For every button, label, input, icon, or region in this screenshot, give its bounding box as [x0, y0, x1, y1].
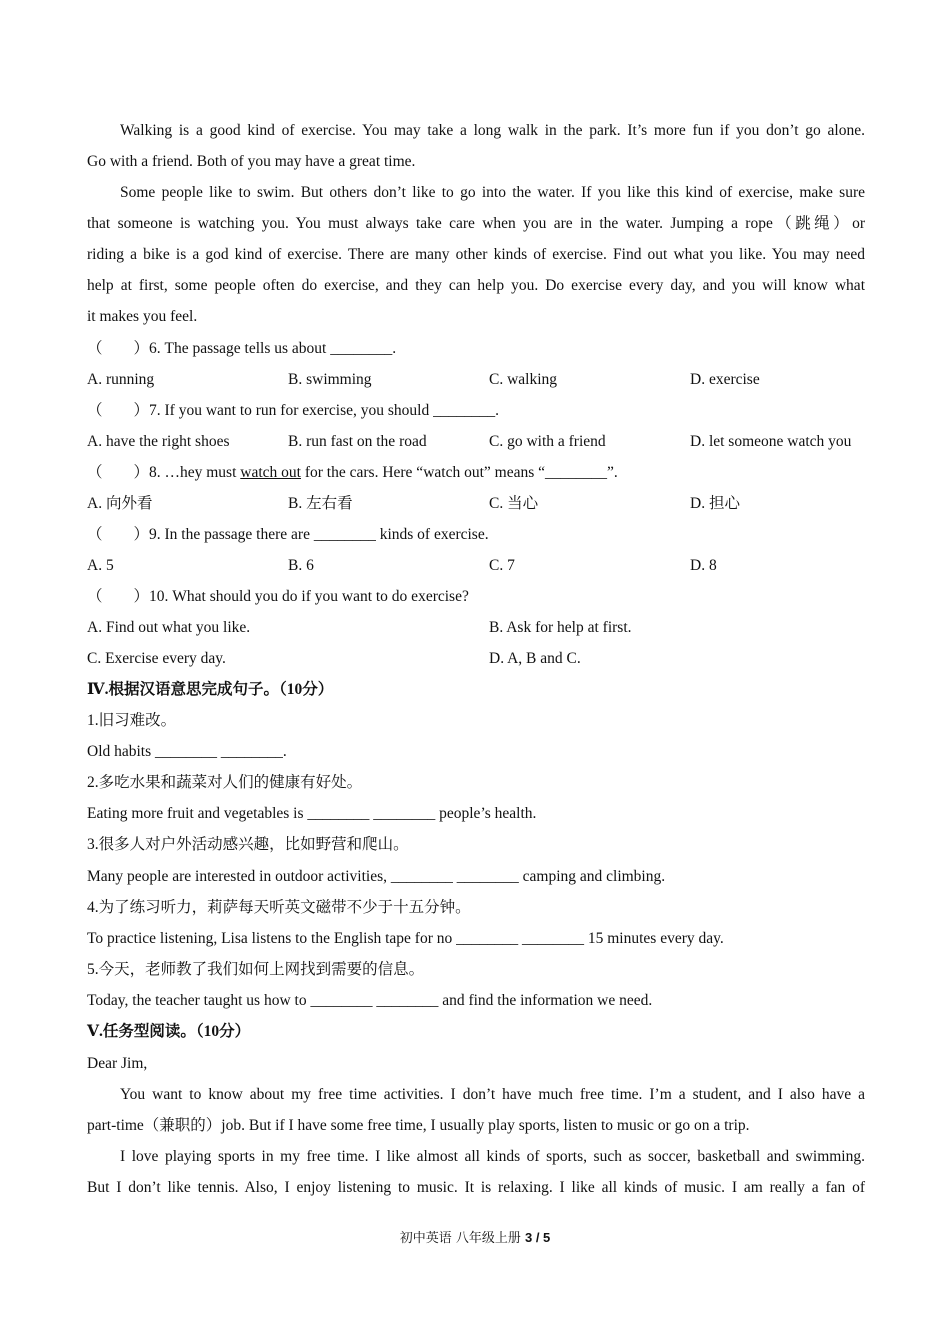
- cn-prompt: 1.旧习难改。: [87, 712, 177, 729]
- cn-prompt: 4.为了练习听力，莉萨每天听英文磁带不少于十五分钟。: [87, 899, 471, 916]
- page-footer: [0, 1229, 950, 1248]
- cn-prompt: 5.今天，老师教了我们如何上网找到需要的信息。: [87, 961, 425, 978]
- question-stem: （ ）9. In the passage there are ________ kinds of exercise.: [87, 526, 489, 543]
- cn-prompt: 3.很多人对户外活动感兴趣，比如野营和爬山。: [87, 836, 409, 853]
- letter-line: You want to know about my free time activities. I don’t have much free time. I’m a student, and I also have a: [120, 1086, 865, 1103]
- option-a: A. Find out what you like.: [87, 619, 251, 636]
- passage-line: Some people like to swim. But others don’t like to go into the water. If you like this kind of exercise, make sure: [120, 184, 865, 201]
- passage-line: that someone is watching you. You must always take care when you are in the water. Jumping a rope（跳绳）or: [87, 215, 865, 232]
- letter-line: I love playing sports in my free time. I like almost all kinds of sports, such as soccer, basketball and swimming.: [120, 1148, 865, 1165]
- option-b: B. 左右看: [288, 495, 353, 512]
- passage-line: riding a bike is a god kind of exercise. There are many other kinds of exercise. Find out what you like. You may need: [87, 246, 865, 263]
- underlined-phrase: watch out: [240, 464, 301, 481]
- option-b: B. Ask for help at first.: [489, 619, 632, 636]
- passage-line: Walking is a good kind of exercise. You may take a long walk in the park. It’s more fun if you don’t go alone.: [120, 122, 865, 139]
- passage-line: it makes you feel.: [87, 308, 198, 325]
- passage-line: help at first, some people often do exercise, and they can help you. Do exercise every day, and you will know what: [87, 277, 865, 294]
- option-b: B. 6: [288, 557, 314, 574]
- option-c: C. 7: [489, 557, 515, 574]
- question-stem: [87, 463, 865, 483]
- en-sentence: Eating more fruit and vegetables is ________ ________ people’s health.: [87, 805, 537, 822]
- stem-text: for the cars. Here “watch out” means “________”.: [300, 464, 618, 481]
- en-sentence: To practice listening, Lisa listens to the English tape for no ________ ________ 15 minutes every day.: [87, 930, 724, 947]
- passage-line: Go with a friend. Both of you may have a great time.: [87, 153, 416, 170]
- option-c: C. go with a friend: [489, 433, 606, 450]
- en-sentence: Old habits ________ ________.: [87, 743, 287, 760]
- option-b: B. swimming: [288, 371, 372, 388]
- section-title: Ⅳ.根据汉语意思完成句子。（10分）: [87, 681, 334, 698]
- question-stem: （ ）10. What should you do if you want to do exercise?: [87, 588, 469, 605]
- option-a: A. 5: [87, 557, 114, 574]
- option-d: D. let someone watch you: [690, 433, 852, 450]
- en-sentence: Today, the teacher taught us how to ________ ________ and find the information we need.: [87, 992, 653, 1009]
- option-d: D. A, B and C.: [489, 650, 581, 667]
- option-c: C. walking: [489, 371, 558, 388]
- option-d: D. 8: [690, 557, 717, 574]
- section-title: Ⅴ.任务型阅读。（10分）: [87, 1023, 251, 1040]
- option-c: C. Exercise every day.: [87, 650, 226, 667]
- en-sentence: Many people are interested in outdoor activities, ________ ________ camping and climbing.: [87, 868, 666, 885]
- option-a: A. 向外看: [87, 495, 153, 512]
- letter-greeting: Dear Jim,: [87, 1055, 148, 1072]
- option-d: D. exercise: [690, 371, 760, 388]
- option-a: A. running: [87, 371, 155, 388]
- option-c: C. 当心: [489, 495, 539, 512]
- option-b: B. run fast on the road: [288, 433, 427, 450]
- question-stem: （ ）6. The passage tells us about ________.: [87, 340, 397, 357]
- letter-line: part-time（兼职的）job. But if I have some free time, I usually play sports, listen to music or go on a trip.: [87, 1117, 750, 1134]
- stem-text: （ ）8. …hey must: [87, 464, 241, 481]
- option-a: A. have the right shoes: [87, 433, 230, 450]
- page-number: 3 / 5: [524, 1230, 551, 1245]
- footer-text: 初中英语 八年级上册: [399, 1231, 525, 1246]
- letter-line: But I don’t like tennis. Also, I enjoy listening to music. It is relaxing. I like all kinds of music. I am really a fan of: [87, 1179, 865, 1196]
- cn-prompt: 2.多吃水果和蔬菜对人们的健康有好处。: [87, 774, 363, 791]
- option-d: D. 担心: [690, 495, 740, 512]
- question-stem: （ ）7. If you want to run for exercise, you should ________.: [87, 402, 499, 419]
